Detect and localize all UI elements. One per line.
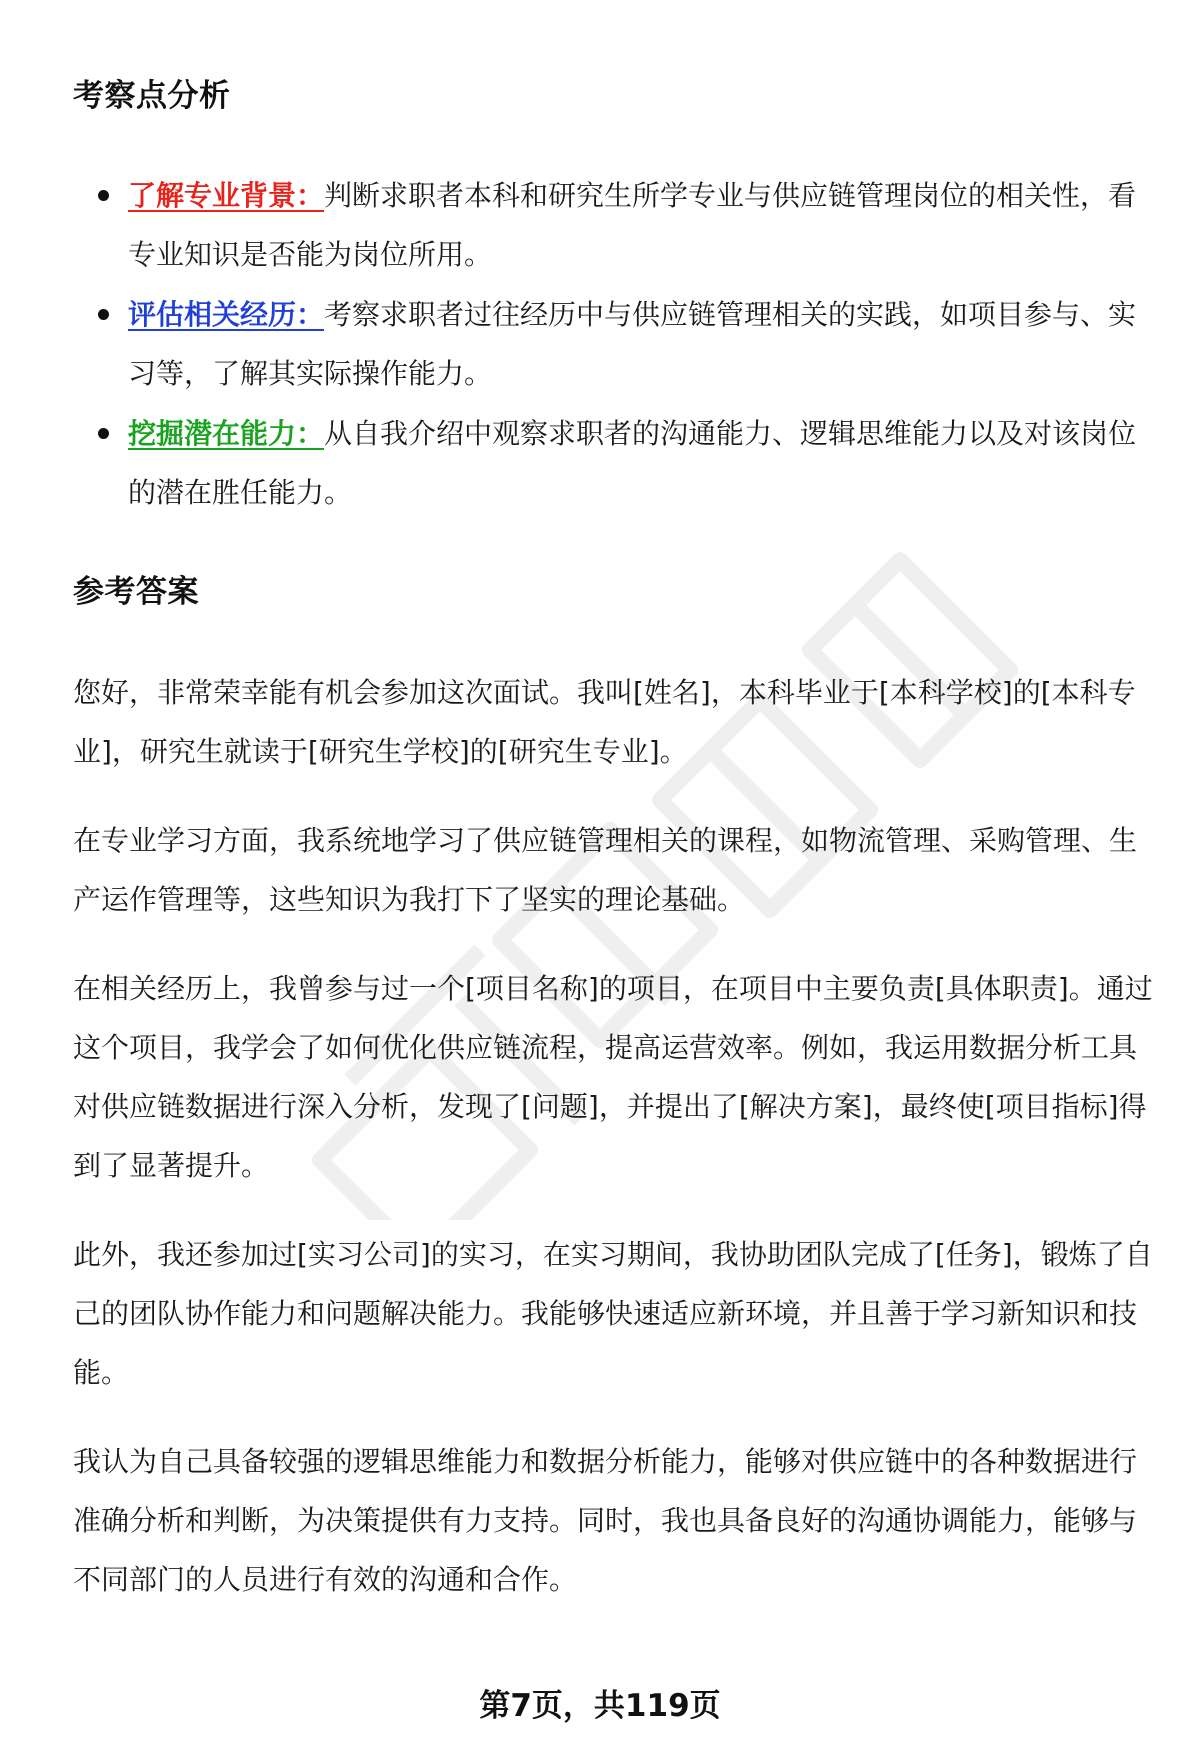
point-text: 考察求职者过往经历中与供应链管理相关的实践，如项目参与、实习等，了解其实际操作能力。 <box>128 298 1137 390</box>
list-item <box>73 166 1153 284</box>
bullet-dot-icon <box>98 309 109 320</box>
page-number: 第7页，共119页 <box>479 1688 721 1724</box>
answer-paragraph: 我认为自己具备较强的逻辑思维能力和数据分析能力，能够对供应链中的各种数据进行准确分析和判断，为决策提供有力支持。同时，我也具备良好的沟通协调能力，能够与不同部门的人员进行有效的沟通和合作。 <box>73 1445 1138 1596</box>
answer-paragraph: 在相关经历上，我曾参与过一个[项目名称]的项目，在项目中主要负责[具体职责]。通过这个项目，我学会了如何优化供应链流程，提高运营效率。例如，我运用数据分析工具对供应链数据进行深入分析，发现了[问题]，并提出了[解决方案]，最终使[项目指标]得到了显著提升。 <box>73 972 1153 1182</box>
list-item <box>73 404 1153 522</box>
analysis-section-title: 考察点分析 <box>73 78 231 114</box>
point-keyword: 挖掘潜在能力： <box>128 417 325 450</box>
answer-section-title: 参考答案 <box>73 574 199 610</box>
answer-paragraph: 您好，非常荣幸能有机会参加这次面试。我叫[姓名]，本科毕业于[本科学校]的[本科专业]，研究生就读于[研究生学校]的[研究生专业]。 <box>73 676 1136 768</box>
point-keyword: 了解专业背景： <box>128 179 325 212</box>
point-text: 判断求职者本科和研究生所学专业与供应链管理岗位的相关性，看专业知识是否能为岗位所用。 <box>128 179 1137 271</box>
list-item <box>73 285 1153 403</box>
answer-paragraph: 在专业学习方面，我系统地学习了供应链管理相关的课程，如物流管理、采购管理、生产运作管理等，这些知识为我打下了坚实的理论基础。 <box>73 824 1138 916</box>
analysis-points-list <box>73 166 1153 523</box>
bullet-dot-icon <box>98 428 109 439</box>
point-text: 从自我介绍中观察求职者的沟通能力、逻辑思维能力以及对该岗位的潜在胜任能力。 <box>128 417 1137 509</box>
point-keyword: 评估相关经历： <box>128 298 325 331</box>
answer-paragraph: 此外，我还参加过[实习公司]的实习，在实习期间，我协助团队完成了[任务]，锻炼了自己的团队协作能力和问题解决能力。我能够快速适应新环境，并且善于学习新知识和技能。 <box>73 1238 1153 1389</box>
bullet-dot-icon <box>98 190 109 201</box>
